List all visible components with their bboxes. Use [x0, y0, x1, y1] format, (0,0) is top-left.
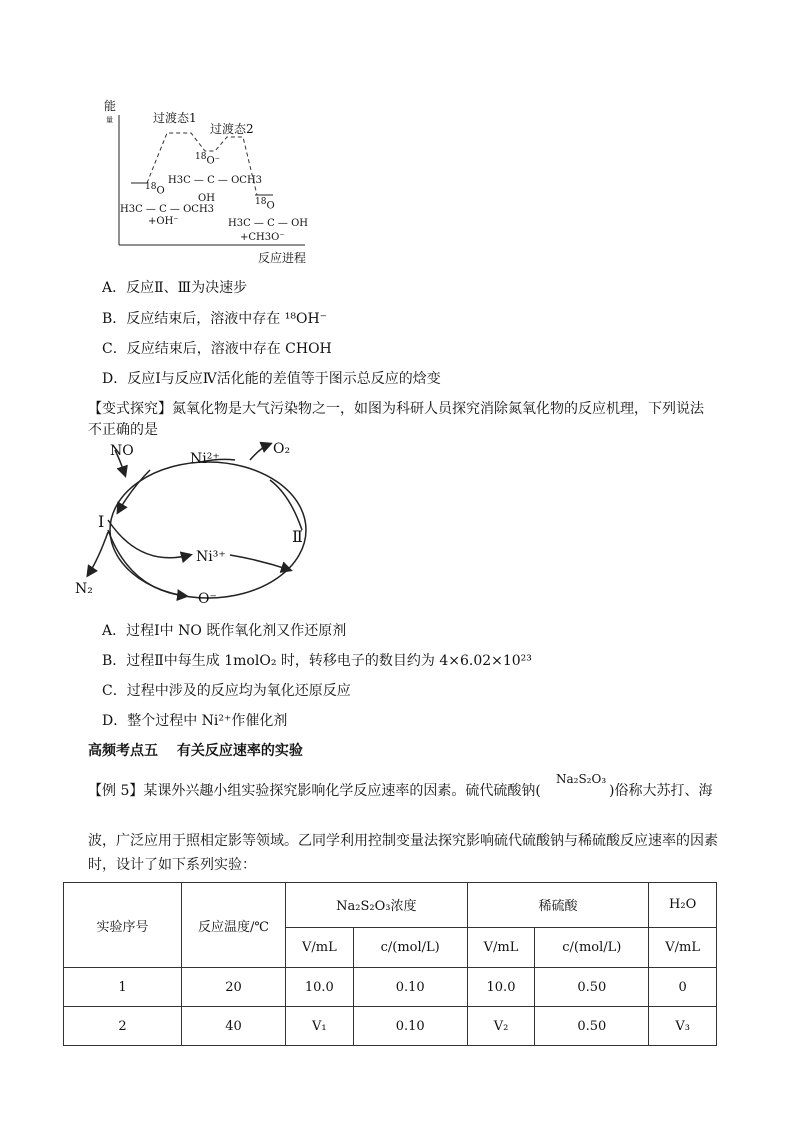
mol2-ion: OH [198, 193, 215, 204]
cycle-o-minus: O⁻ [198, 591, 217, 607]
table-cell: 0.50 [535, 968, 649, 1007]
cycle-ni3: Ni³⁺ [196, 549, 226, 565]
table-row [64, 968, 717, 1007]
q2-option-b: B．过程Ⅱ中每生成 1molO₂ 时，转移电子的数目约为 4×6.02×10²³ [102, 653, 532, 669]
q1-option-a: A．反应Ⅱ、Ⅲ为决速步 [102, 280, 248, 296]
x-axis-label: 反应进程 [258, 251, 307, 265]
table-cell: 0 [649, 968, 717, 1007]
variant-line2: 不正确的是 [88, 422, 158, 438]
q2-option-d: D．整个过程中 Ni²⁺作催化剂 [102, 713, 288, 729]
header-water: H₂O [649, 883, 717, 928]
sub-header: V/mL [286, 927, 354, 967]
y-axis-label-bottom: 量 [106, 116, 113, 124]
mol3-isotope: $^{18}$O [255, 197, 275, 212]
sub-header: V/mL [649, 927, 717, 967]
experiment-table [63, 882, 717, 1046]
table-cell: 20 [182, 968, 286, 1007]
header-acid: 稀硫酸 [467, 883, 649, 928]
ts1-label: 过渡态1 [153, 111, 197, 125]
sub-header: c/(mol/L) [535, 927, 649, 967]
sub-header: V/mL [467, 927, 535, 967]
cycle-o2: O₂ [273, 441, 291, 457]
mol3-formula: H3C — C — OH [228, 218, 309, 229]
cycle-no: NO [110, 443, 134, 459]
table-cell: 40 [182, 1007, 286, 1046]
table-row [64, 1007, 717, 1046]
table-cell: 0.10 [353, 1007, 467, 1046]
section-title: 高频考点五 有关反应速率的实验 [88, 743, 303, 759]
header-temp: 反应温度/℃ [182, 883, 286, 968]
cycle-ni2: Ni²⁺ [190, 451, 220, 467]
cycle-n2: N₂ [75, 581, 93, 597]
example-formula: Na₂S₂O₃ [556, 772, 607, 786]
q1-option-d: D．反应Ⅰ与反应Ⅳ活化能的差值等于图示总反应的焓变 [102, 371, 441, 387]
mol1-ion: +OH⁻ [148, 216, 179, 227]
mol2-isotope: $^{18}$O⁻ [195, 152, 220, 167]
example-line3: 时，设计了如下系列实验： [88, 857, 256, 873]
mol3-ion: +CH3O⁻ [240, 232, 285, 243]
table-cell: 10.0 [286, 968, 354, 1007]
table-cell: V₃ [649, 1007, 717, 1046]
sub-header: c/(mol/L) [353, 927, 467, 967]
header-seq: 实验序号 [64, 883, 182, 968]
variant-line1: 【变式探究】氮氧化物是大气污染物之一，如图为科研人员探究消除氮氧化物的反应机理，下列说法 [88, 401, 704, 417]
y-axis-label-top: 能 [104, 99, 117, 113]
cycle-step1: Ⅰ [98, 512, 105, 531]
table-cell: 10.0 [467, 968, 535, 1007]
table-cell: 1 [64, 968, 182, 1007]
ts2-label: 过渡态2 [210, 122, 254, 136]
example-line2: 波，广泛应用于照相定影等领域。乙同学利用控制变量法探究影响硫代硫酸钠与稀硫酸反应速率的因素 [88, 833, 718, 849]
example-line1-b: )俗称大苏打、海 [609, 783, 713, 799]
q2-option-c: C．过程中涉及的反应均为氧化还原反应 [102, 683, 351, 699]
q1-option-c: C．反应结束后，溶液中存在 CHOH [102, 341, 332, 357]
table-cell: 0.50 [535, 1007, 649, 1046]
table-cell: 2 [64, 1007, 182, 1046]
header-na2s2o3: Na₂S₂O₃浓度 [286, 883, 468, 928]
table-cell: 0.10 [353, 968, 467, 1007]
table-cell: V₂ [467, 1007, 535, 1046]
cycle-step2: Ⅱ [292, 527, 303, 546]
example-line1-a: 【例 5】某课外兴趣小组实验探究影响化学反应速率的因素。硫代硫酸钠( [88, 783, 541, 799]
mol2-formula: H3C — C — OCH3 [168, 175, 263, 186]
mol1-isotope: $^{18}$O [145, 182, 165, 197]
table-cell: V₁ [286, 1007, 354, 1046]
mol1-formula: H3C — C — OCH3 [120, 204, 215, 215]
q2-option-a: A．过程Ⅰ中 NO 既作氧化剂又作还原剂 [102, 623, 347, 639]
q1-option-b: B．反应结束后，溶液中存在 ¹⁸OH⁻ [102, 311, 328, 327]
